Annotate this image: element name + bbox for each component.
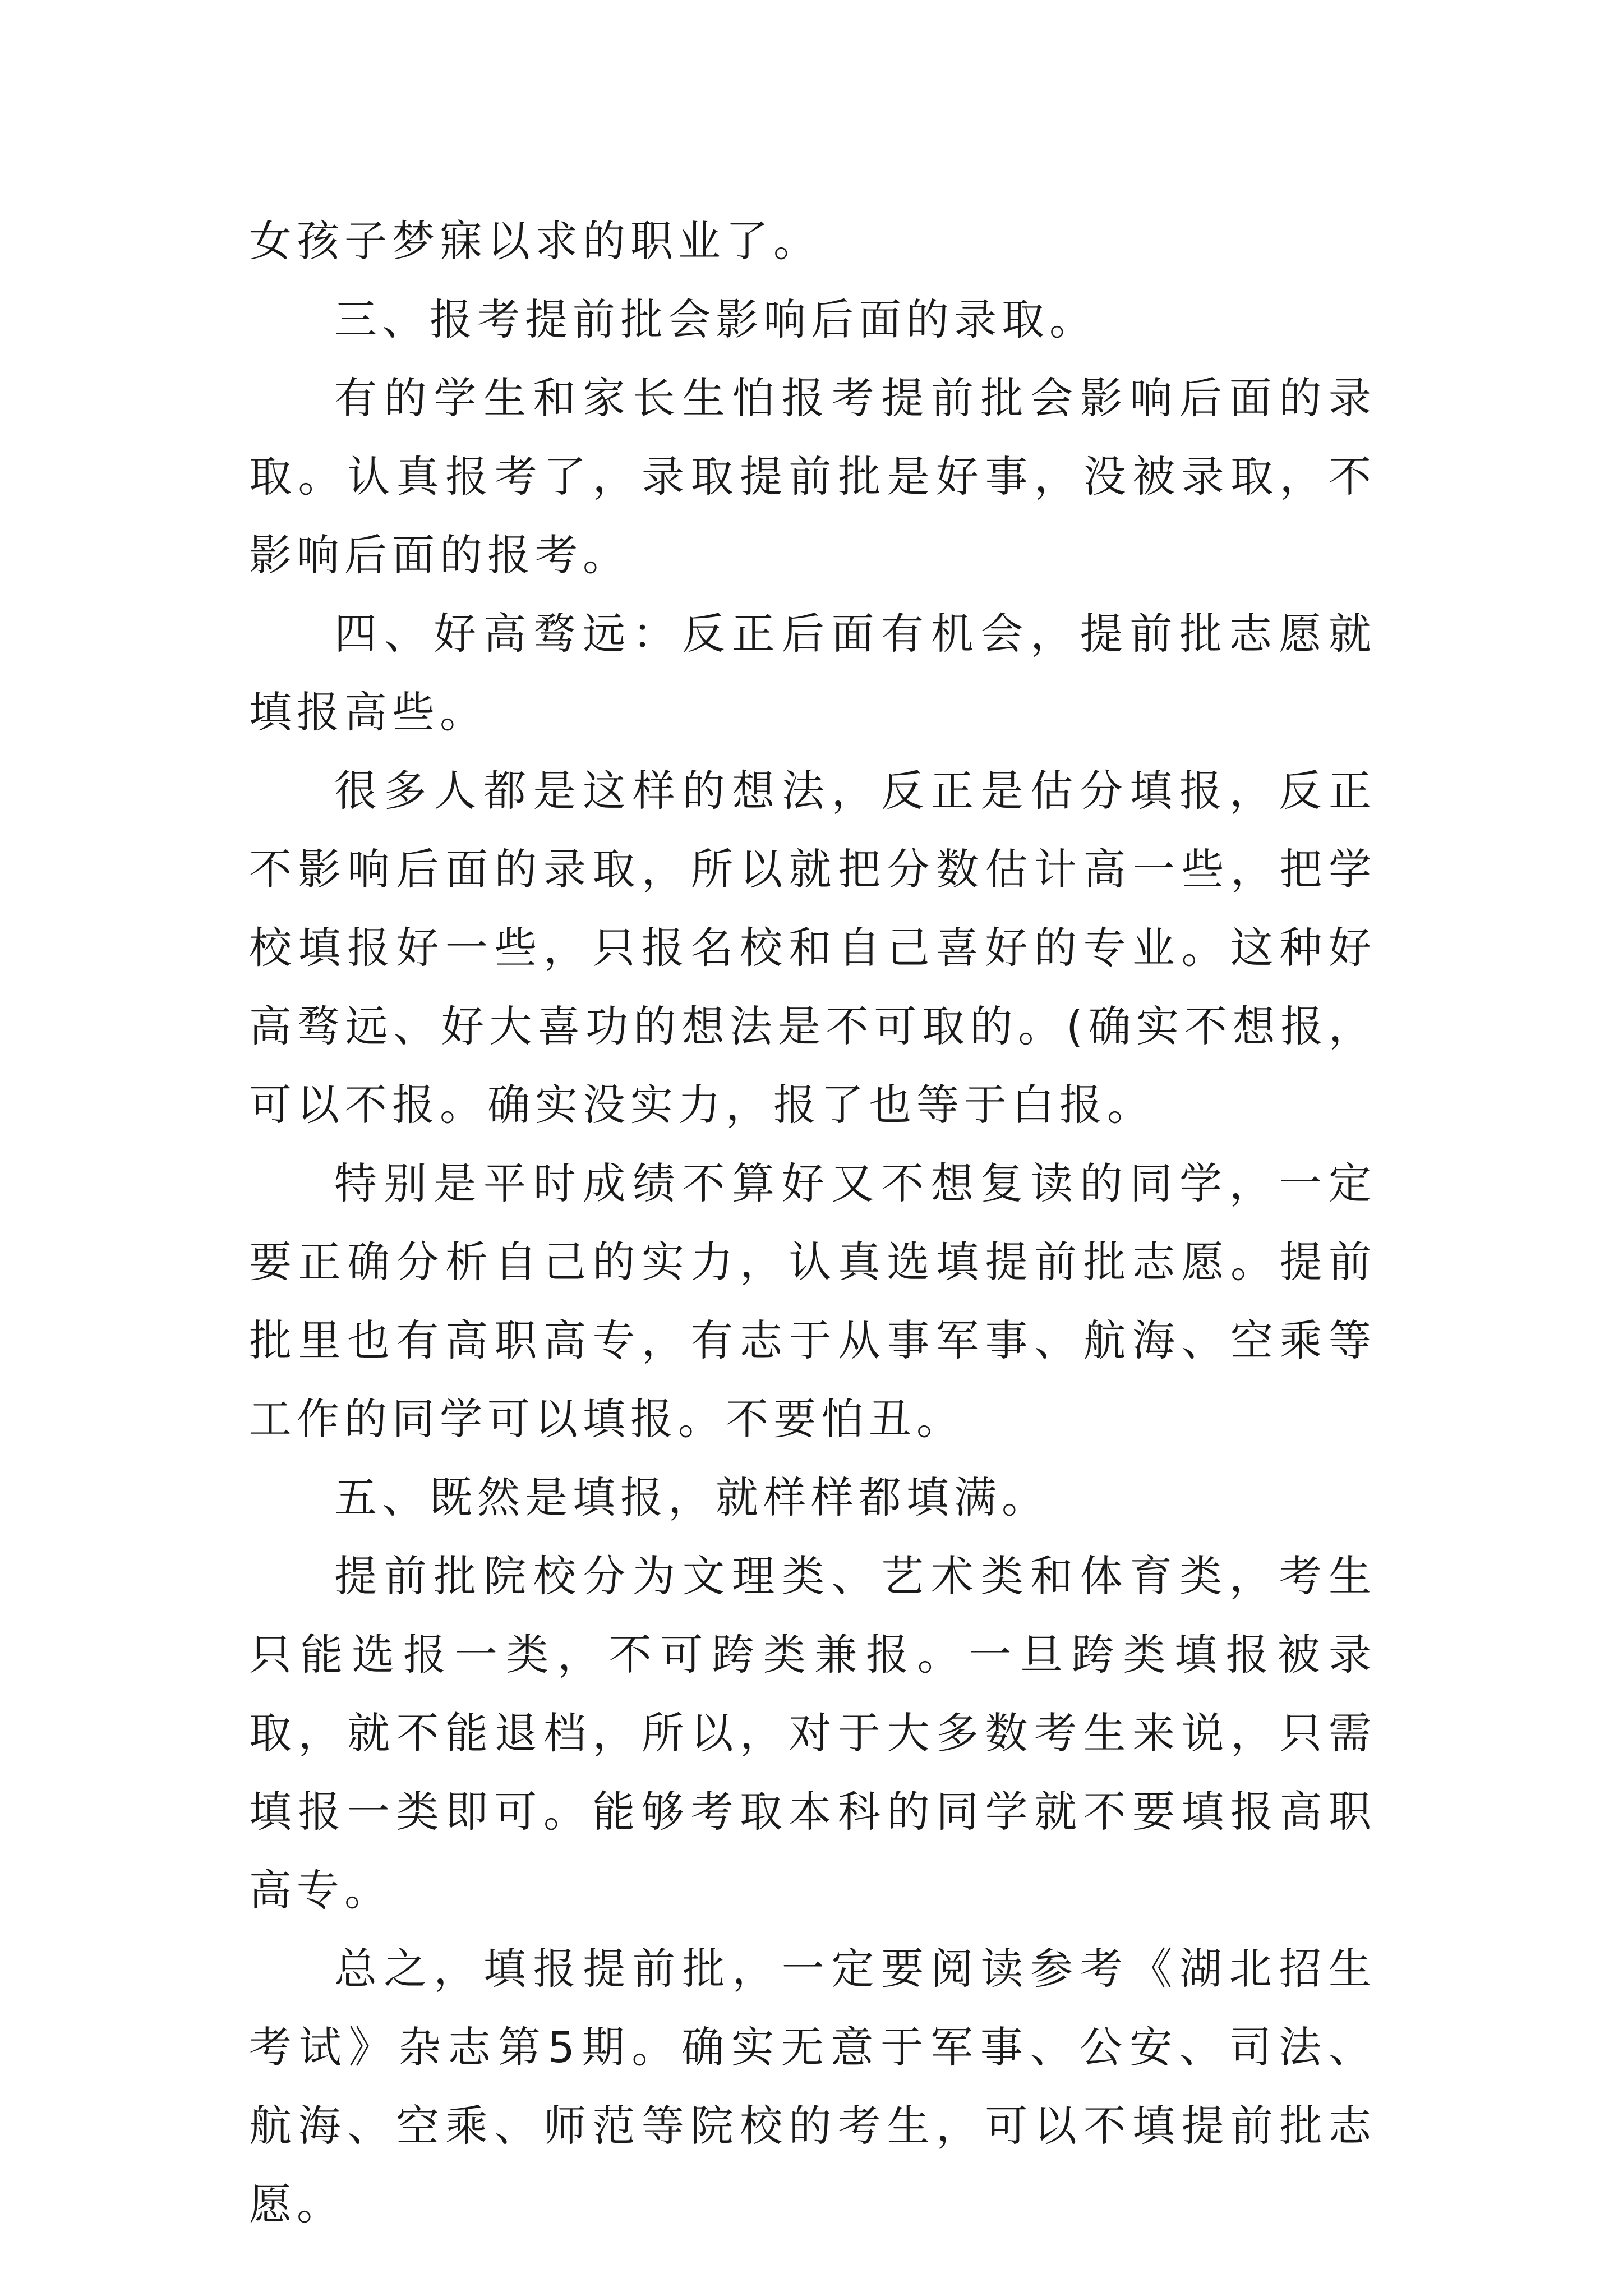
section-heading-3: 三、报考提前批会影响后面的录取。 bbox=[334, 295, 1097, 344]
paragraph-conclusion: 总之，填报提前批，一定要阅读参考《湖北招生考试》杂志第5期。确实无意于军事、公安、司法、航海、空乘、师范等院校的考生，可以不填提前批志愿。 bbox=[249, 1944, 1376, 2229]
document-body bbox=[249, 202, 1376, 2244]
paragraph: 提前批院校分为文理类、艺术类和体育类，考生只能选报一类，不可跨类兼报。一旦跨类填报被录取，就不能退档，所以，对于大多数考生来说，只需填报一类即可。能够考取本科的同学就不要填报高职高专。 bbox=[249, 1551, 1376, 1915]
section-heading-4: 四、好高骛远：反正后面有机会，提前批志愿就填报高些。 bbox=[249, 609, 1376, 737]
paragraph: 特别是平时成绩不算好又不想复读的同学，一定要正确分析自己的实力，认真选填提前批志愿。提前批里也有高职高专，有志于从事军事、航海、空乘等工作的同学可以填报。不要怕丑。 bbox=[249, 1158, 1376, 1444]
section-heading-5: 五、既然是填报，就样样都填满。 bbox=[334, 1473, 1049, 1522]
paragraph-continuation: 女孩子梦寐以求的职业了。 bbox=[249, 216, 821, 266]
paragraph: 很多人都是这样的想法，反正是估分填报，反正不影响后面的录取，所以就把分数估计高一些，把学校填报好一些，只报名校和自己喜好的专业。这种好高骛远、好大喜功的想法是不可取的。(确实不想报，可以不报。确实没实力，报了也等于白报。 bbox=[249, 766, 1376, 1130]
paragraph: 有的学生和家长生怕报考提前批会影响后面的录取。认真报考了，录取提前批是好事，没被录取，不影响后面的报考。 bbox=[249, 373, 1376, 580]
